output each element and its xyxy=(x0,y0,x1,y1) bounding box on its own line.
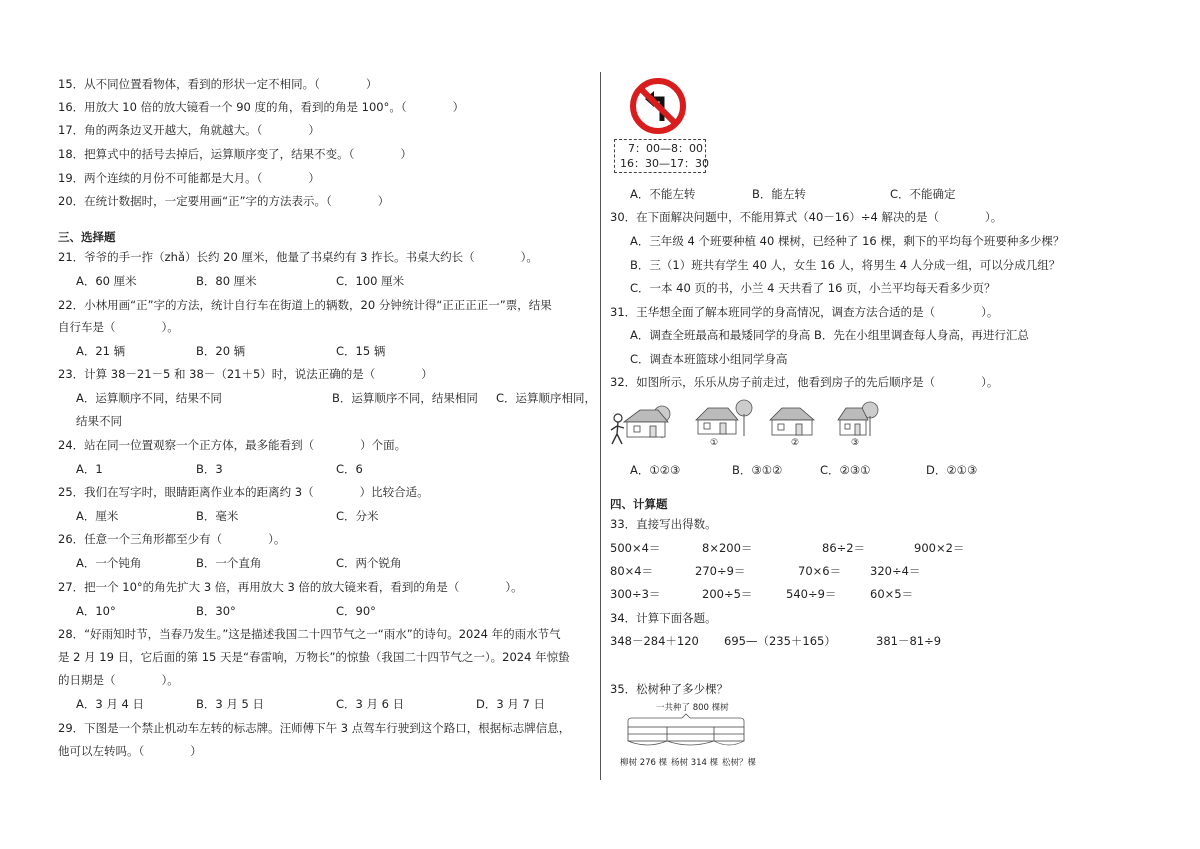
bar-label-willow: 柳树 276 棵 xyxy=(620,758,668,768)
question-34: 34．计算下面各题。 xyxy=(610,611,717,625)
q26-option-b: B．一个直角 xyxy=(196,556,262,570)
q24-option-a: A．1 xyxy=(76,462,103,476)
q25-option-a: A．厘米 xyxy=(76,509,119,523)
question-35: 35．松树种了多少棵？ xyxy=(610,682,729,696)
q23-option-c: C．运算顺序相同， xyxy=(496,391,597,405)
sign-time-afternoon: 16：30—17：30 xyxy=(620,157,709,170)
question-19: 19．两个连续的月份不可能都是大月。（ ） xyxy=(58,171,320,185)
question-22-line1: 22．小林用画“正”字的方法，统计自行车在街道上的辆数，20 分钟统计得“正正正正一”票，结果 xyxy=(58,298,552,312)
q29-option-a: A．不能左转 xyxy=(630,187,696,201)
house-illustration-1-icon xyxy=(622,404,674,440)
q21-option-a: A．60 厘米 xyxy=(76,274,137,288)
q32-option-d: D．②①③ xyxy=(926,463,978,477)
q23-option-b: B．运算顺序不同，结果相同 xyxy=(332,391,478,405)
q21-option-b: B．80 厘米 xyxy=(196,274,257,288)
question-28-line2: 是 2 月 19 日，它后面的第 15 天是“春雷响，万物长”的惊蛰（我国二十四节气之一）。2024 年惊蛰 xyxy=(58,650,570,664)
calc-6: 270÷9＝ xyxy=(695,564,746,578)
calc-1: 500×4＝ xyxy=(610,541,661,555)
question-28-line3: 的日期是（ ）。 xyxy=(58,673,179,687)
q27-option-a: A．10° xyxy=(76,604,116,618)
expr-2: 695—（235＋165） xyxy=(724,634,836,648)
question-27: 27．把一个 10°的角先扩大 3 倍，再用放大 3 倍的放大镜来看，看到的角是（ ）。 xyxy=(58,580,523,594)
question-33: 33．直接写出得数。 xyxy=(610,517,717,531)
bar-label-poplar: 杨树 314 棵 xyxy=(671,758,719,768)
bar-diagram xyxy=(624,713,748,751)
question-28-line1: 28．“好雨知时节，当春乃发生。”这是描述我国二十四节气之一“雨水”的诗句。2024 年的雨水节气 xyxy=(58,627,561,641)
calc-8: 320÷4＝ xyxy=(870,564,921,578)
house-illustration-3-icon xyxy=(768,402,818,438)
question-18: 18．把算式中的括号去掉后，运算顺序变了，结果不变。（ ） xyxy=(58,147,412,161)
expr-3: 381－81÷9 xyxy=(876,634,942,648)
calc-3: 86÷2＝ xyxy=(822,541,866,555)
question-24: 24．站在同一位置观察一个正方体，最多能看到（ ）个面。 xyxy=(58,438,407,452)
question-17: 17．角的两条边叉开越大，角就越大。（ ） xyxy=(58,123,320,137)
calc-12: 60×5＝ xyxy=(870,587,914,601)
calc-7: 70×6＝ xyxy=(798,564,842,578)
q23-option-a: A．运算顺序不同，结果不同 xyxy=(76,391,222,405)
q28-option-a: A．3 月 4 日 xyxy=(76,697,144,711)
q21-option-c: C．100 厘米 xyxy=(336,274,405,288)
calc-4: 900×2＝ xyxy=(914,541,965,555)
q31-option-c: C．调查本班篮球小组同学身高 xyxy=(630,352,788,366)
q26-option-a: A．一个钝角 xyxy=(76,556,142,570)
question-31: 31．王华想全面了解本班同学的身高情况，调查方法合适的是（ ）。 xyxy=(610,305,999,319)
q32-option-c: C．②③① xyxy=(820,463,871,477)
q24-option-c: C．6 xyxy=(336,462,363,476)
question-26: 26．任意一个三角形都至少有（ ）。 xyxy=(58,532,286,546)
expr-1: 348－284＋120 xyxy=(610,634,699,648)
q22-option-c: C．15 辆 xyxy=(336,344,386,358)
q31-option-ab: A．调查全班最高和最矮同学的身高 B．先在小组里调查每人身高，再进行汇总 xyxy=(630,328,1029,342)
section-4-heading: 四、计算题 xyxy=(610,497,668,511)
q24-option-b: B．3 xyxy=(196,462,223,476)
question-25: 25．我们在写字时，眼睛距离作业本的距离约 3（ ）比较合适。 xyxy=(58,485,429,499)
q32-option-b: B．③①② xyxy=(732,463,783,477)
question-29-line2: 他可以左转吗。（ ） xyxy=(58,744,202,758)
q26-option-c: C．两个锐角 xyxy=(336,556,402,570)
q22-option-a: A．21 辆 xyxy=(76,344,126,358)
q27-option-c: C．90° xyxy=(336,604,376,618)
section-3-heading: 三、选择题 xyxy=(58,230,116,244)
q25-option-c: C．分米 xyxy=(336,509,379,523)
q30-option-b: B．三（1）班共有学生 40 人，女生 16 人，将男生 4 人分成一组，可以分成几组？ xyxy=(630,258,1061,272)
house-illustration-2-icon xyxy=(694,398,756,438)
q32-option-a: A．①②③ xyxy=(630,463,681,477)
house-label-2: ② xyxy=(791,438,800,448)
calc-5: 80×4＝ xyxy=(610,564,654,578)
question-21: 21．爷爷的手一拃（zhǎ）长约 20 厘米，他量了书桌约有 3 拃长。书桌大约长（ ）。 xyxy=(58,250,538,264)
question-16: 16．用放大 10 倍的放大镜看一个 90 度的角，看到的角是 100°。（ ） xyxy=(58,100,465,114)
question-22-line2: 自行车是（ ）。 xyxy=(58,320,179,334)
house-label-1: ① xyxy=(710,438,719,448)
q30-option-c: C．一本 40 页的书，小兰 4 天共看了 16 页，小兰平均每天看多少页？ xyxy=(630,281,996,295)
question-15: 15．从不同位置看物体，看到的形状一定不相同。（ ） xyxy=(58,77,378,91)
calc-9: 300÷3＝ xyxy=(610,587,661,601)
question-32: 32．如图所示，乐乐从房子前走过，他看到房子的先后顺序是（ ）。 xyxy=(610,375,999,389)
q22-option-b: B．20 辆 xyxy=(196,344,246,358)
house-label-3: ③ xyxy=(851,438,860,448)
q25-option-b: B．毫米 xyxy=(196,509,239,523)
q28-option-b: B．3 月 5 日 xyxy=(196,697,264,711)
q28-option-c: C．3 月 6 日 xyxy=(336,697,405,711)
q29-option-b: B．能左转 xyxy=(752,187,806,201)
question-20: 20．在统计数据时，一定要用画“正”字的方法表示。（ ） xyxy=(58,194,390,208)
column-divider xyxy=(600,72,601,780)
sign-time-morning: 7：00—8：00 xyxy=(628,142,703,155)
bar-total-label: 一共种了 800 棵树 xyxy=(656,703,729,713)
calc-2: 8×200＝ xyxy=(702,541,753,555)
no-left-turn-sign-icon xyxy=(629,77,687,135)
q30-option-a: A．三年级 4 个班要种植 40 棵树，已经种了 16 棵，剩下的平均每个班要种多少棵？ xyxy=(630,234,1065,248)
house-illustration-4-icon xyxy=(836,400,884,438)
question-30: 30．在下面解决问题中，不能用算式（40－16）÷4 解决的是（ ）。 xyxy=(610,210,1003,224)
q27-option-b: B．30° xyxy=(196,604,236,618)
question-29-line1: 29．下图是一个禁止机动车左转的标志牌。汪师傅下午 3 点驾车行驶到这个路口，根据标志牌信息， xyxy=(58,721,571,735)
calc-10: 200÷5＝ xyxy=(702,587,753,601)
calc-11: 540÷9＝ xyxy=(786,587,837,601)
bar-label-pine: 松树？棵 xyxy=(722,758,757,768)
q29-option-c: C．不能确定 xyxy=(890,187,956,201)
q28-option-d: D．3 月 7 日 xyxy=(476,697,545,711)
q23-option-c-cont: 结果不同 xyxy=(76,414,122,428)
question-23: 23．计算 38－21－5 和 38－（21＋5）时，说法正确的是（ ） xyxy=(58,367,433,381)
